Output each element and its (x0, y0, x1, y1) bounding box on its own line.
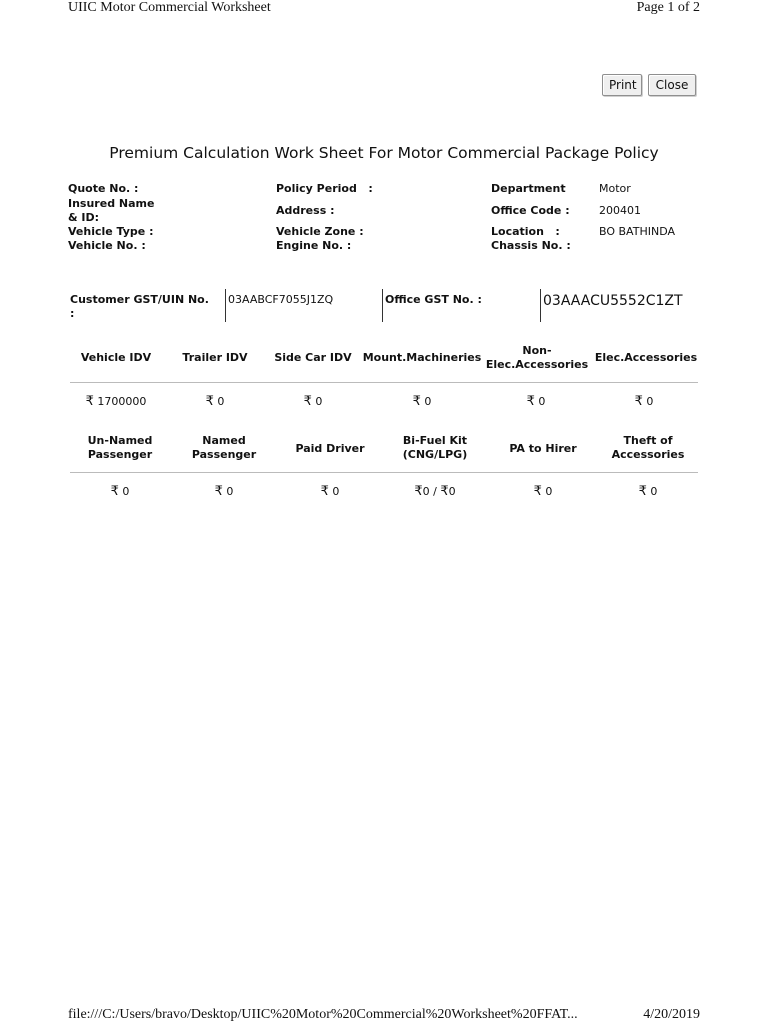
office-gst-value: 03AAACU5552C1ZT (543, 293, 683, 309)
header-vehicle-idv: Vehicle IDV (80, 351, 152, 364)
bi-fuel-kit-value: ₹0 / ₹0 (414, 484, 456, 499)
insured-name-label: Insured Name (68, 197, 155, 210)
insured-id-label: & ID: (68, 211, 100, 224)
customer-gst-label-colon: : (70, 307, 75, 320)
chassis-no-label: Chassis No. : (491, 239, 571, 252)
office-code-value: 200401 (599, 204, 641, 217)
rupee-icon: ₹ (634, 394, 643, 409)
mount-machineries-value: ₹ 0 (412, 394, 432, 409)
header-mount-machineries: Mount.Machineries (362, 351, 482, 364)
header-named-passenger (176, 434, 272, 462)
rupee-icon: ₹ (303, 394, 312, 409)
location-value: BO BATHINDA (599, 225, 675, 238)
elec-accessories-value: ₹ 0 (634, 394, 654, 409)
print-footer-date: 4/20/2019 (643, 1007, 700, 1022)
header-non-elec-line2: Elec.Accessories (485, 358, 589, 371)
header-bi-fuel-kit (384, 434, 486, 462)
office-code-label: Office Code : (491, 204, 570, 217)
theft-of-accessories-value: ₹ 0 (638, 484, 658, 499)
rupee-icon: ₹ (214, 484, 223, 499)
gst-divider (382, 289, 383, 322)
header-un-named-line2: Passenger (87, 448, 153, 461)
header-bi-fuel-line1: Bi-Fuel Kit (402, 434, 468, 447)
header-paid-driver: Paid Driver (295, 442, 365, 455)
engine-no-label: Engine No. : (276, 239, 352, 252)
header-trailer-idv: Trailer IDV (182, 351, 248, 364)
rupee-icon: ₹ (638, 484, 647, 499)
header-elec-accessories: Elec.Accessories (594, 351, 698, 364)
print-header-title: UIIC Motor Commercial Worksheet (68, 0, 271, 15)
header-un-named-line1: Un-Named (87, 434, 153, 447)
vehicle-no-label: Vehicle No. : (68, 239, 146, 252)
department-value: Motor (599, 182, 631, 195)
department-label: Department (491, 182, 566, 195)
rupee-icon: ₹ (320, 484, 329, 499)
paid-driver-value: ₹ 0 (320, 484, 340, 499)
rupee-icon: ₹ (412, 394, 421, 409)
named-passenger-value: ₹ 0 (214, 484, 234, 499)
customer-gst-value: 03AABCF7055J1ZQ (228, 293, 334, 306)
pa-to-hirer-value: ₹ 0 (533, 484, 553, 499)
header-theft-line1: Theft of (623, 434, 673, 447)
address-label: Address : (276, 204, 335, 217)
header-named-line1: Named (202, 434, 246, 447)
page-indicator: Page 1 of 2 (636, 0, 700, 15)
header-named-line2: Passenger (191, 448, 257, 461)
rupee-icon: ₹ (414, 484, 423, 499)
rupee-icon: ₹ (85, 394, 94, 409)
table1-divider (70, 382, 698, 383)
location-label: Location : (491, 225, 560, 238)
header-non-elec-accessories (484, 344, 590, 372)
page-title: Premium Calculation Work Sheet For Motor Commercial Package Policy (109, 144, 659, 162)
rupee-icon: ₹ (526, 394, 535, 409)
rupee-icon: ₹ (440, 484, 449, 499)
close-button[interactable]: Close (648, 74, 696, 96)
rupee-icon: ₹ (533, 484, 542, 499)
un-named-passenger-value: ₹ 0 (110, 484, 130, 499)
table2-divider (70, 472, 698, 473)
non-elec-accessories-value: ₹ 0 (526, 394, 546, 409)
header-bi-fuel-line2: (CNG/LPG) (402, 448, 468, 461)
print-button[interactable]: Print (602, 74, 642, 96)
vehicle-type-label: Vehicle Type : (68, 225, 154, 238)
print-footer-url: file:///C:/Users/bravo/Desktop/UIIC%20Motor%20Commercial%20Worksheet%20FFAT... (68, 1007, 578, 1022)
header-un-named-passenger (70, 434, 170, 462)
header-pa-to-hirer: PA to Hirer (509, 442, 577, 455)
customer-gst-label: Customer GST/UIN No. (70, 293, 209, 306)
header-theft-of-accessories (598, 434, 698, 462)
policy-period-label: Policy Period : (276, 182, 373, 195)
gst-divider (540, 289, 541, 322)
header-non-elec-line1: Non- (522, 344, 552, 357)
vehicle-zone-label: Vehicle Zone : (276, 225, 364, 238)
gst-divider (225, 289, 226, 322)
header-theft-line2: Accessories (611, 448, 685, 461)
vehicle-idv-value: ₹ 1700000 (85, 394, 147, 409)
rupee-icon: ₹ (205, 394, 214, 409)
rupee-icon: ₹ (110, 484, 119, 499)
header-side-car-idv: Side Car IDV (274, 351, 352, 364)
side-car-idv-value: ₹ 0 (303, 394, 323, 409)
trailer-idv-value: ₹ 0 (205, 394, 225, 409)
office-gst-label: Office GST No. : (385, 293, 482, 306)
quote-no-label: Quote No. : (68, 182, 139, 195)
